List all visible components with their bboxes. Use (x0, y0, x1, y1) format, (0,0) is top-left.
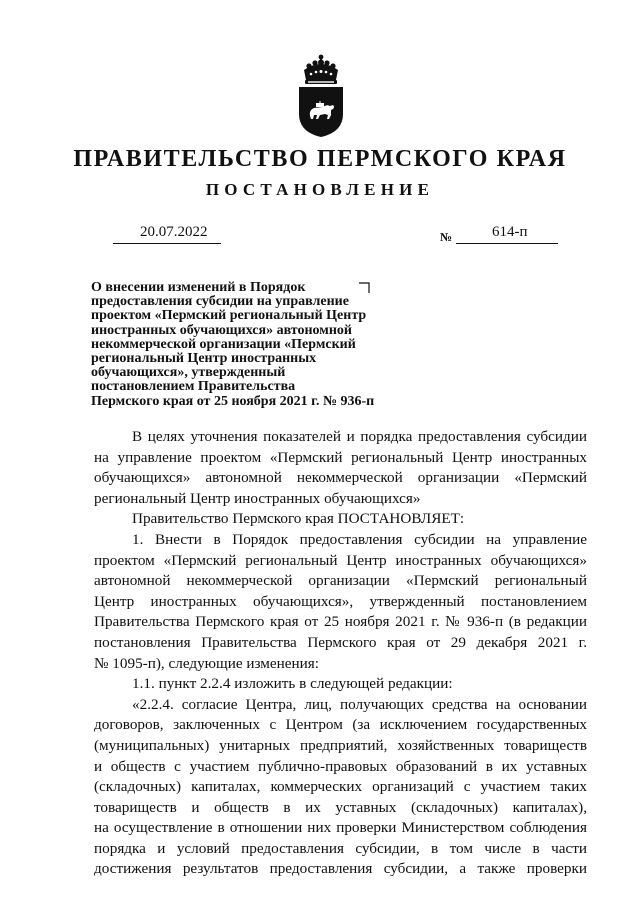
body-line: автономной некоммерческой организации «Пермский региональный (94, 572, 587, 590)
subject-line: постановлением Правительства (91, 379, 296, 395)
document-body (94, 427, 587, 880)
document-number: 614-п (492, 224, 528, 240)
body-line: Центр иностранных обучающихся», утвержденный постановлением (94, 592, 587, 610)
number-sign: № (440, 230, 453, 244)
subject-line: обучающихся», утвержденный (91, 365, 286, 381)
body-line: «2.2.4. согласие Центра, лиц, получающих средства на основании (132, 695, 587, 713)
subject-line: О внесении изменений в Порядок (91, 280, 306, 295)
body-line: региональный Центр иностранных обучающихся» (94, 489, 421, 507)
document-date: 20.07.2022 (140, 224, 208, 240)
number-underline (456, 243, 558, 244)
subject-line: Пермского края от 25 ноября 2021 г. № 936-п (91, 393, 375, 409)
subject-line: некоммерческой организации «Пермский (91, 336, 356, 352)
body-line: обучающихся» автономной некоммерческой организации «Пермский (94, 469, 587, 487)
document-type: ПОСТАНОВЛЕНИЕ (205, 180, 435, 199)
body-line: В целях уточнения показателей и порядка предоставления субсидии (132, 428, 587, 445)
body-line: № 1095-п), следующие изменения: (94, 654, 319, 672)
body-line: (складочных) капиталах, коммерческих организаций с участием таких (94, 778, 587, 796)
date-underline (113, 243, 221, 244)
document-subject (91, 281, 421, 409)
body-line: Правительство Пермского края ПОСТАНОВЛЯЕТ: (132, 510, 465, 528)
coat-of-arms-icon (296, 52, 346, 138)
body-line: проектом «Пермский региональный Центр иностранных обучающихся» (94, 551, 587, 569)
subject-line: региональный Центр иностранных (91, 351, 317, 367)
body-line: на осуществление в отношении них проверки Министерством соблюдения (94, 819, 587, 837)
body-line: на управление проектом «Пермский региональный Центр иностранных (94, 448, 587, 466)
body-line: порядка и условий предоставления субсидии, в том числе в части (94, 839, 587, 857)
body-line: 1.1. пункт 2.2.4 изложить в следующей редакции: (132, 675, 453, 693)
body-line: и обществ с участием публично-правовых образований в их уставных (94, 757, 587, 775)
subject-line: иностранных обучающихся» автономной (91, 322, 352, 338)
government-title: ПРАВИТЕЛЬСТВО ПЕРМСКОГО КРАЯ (73, 146, 567, 172)
body-line: достижения результатов предоставления субсидии, а также проверки (94, 860, 587, 878)
body-line: 1. Внести в Порядок предоставления субсидии на управление (132, 530, 587, 548)
subject-line: предоставления субсидии на управление (91, 294, 349, 310)
body-line: договоров, заключенных с Центром (за исключением государственных (94, 716, 587, 734)
subject-line: проектом «Пермский региональный Центр (91, 308, 367, 324)
body-line: постановления Правительства Пермского края от 29 декабря 2021 г. (94, 633, 587, 651)
number-field (456, 224, 558, 244)
body-line: товариществ и обществ в их уставных (складочных) капиталах), (94, 798, 587, 816)
date-field (113, 224, 221, 244)
body-line: (муниципальных) унитарных предприятий, хозяйственных товариществ (94, 736, 587, 754)
body-line: Правительства Пермского края от 25 ноября 2021 г. № 936-п (в редакции (94, 613, 587, 631)
